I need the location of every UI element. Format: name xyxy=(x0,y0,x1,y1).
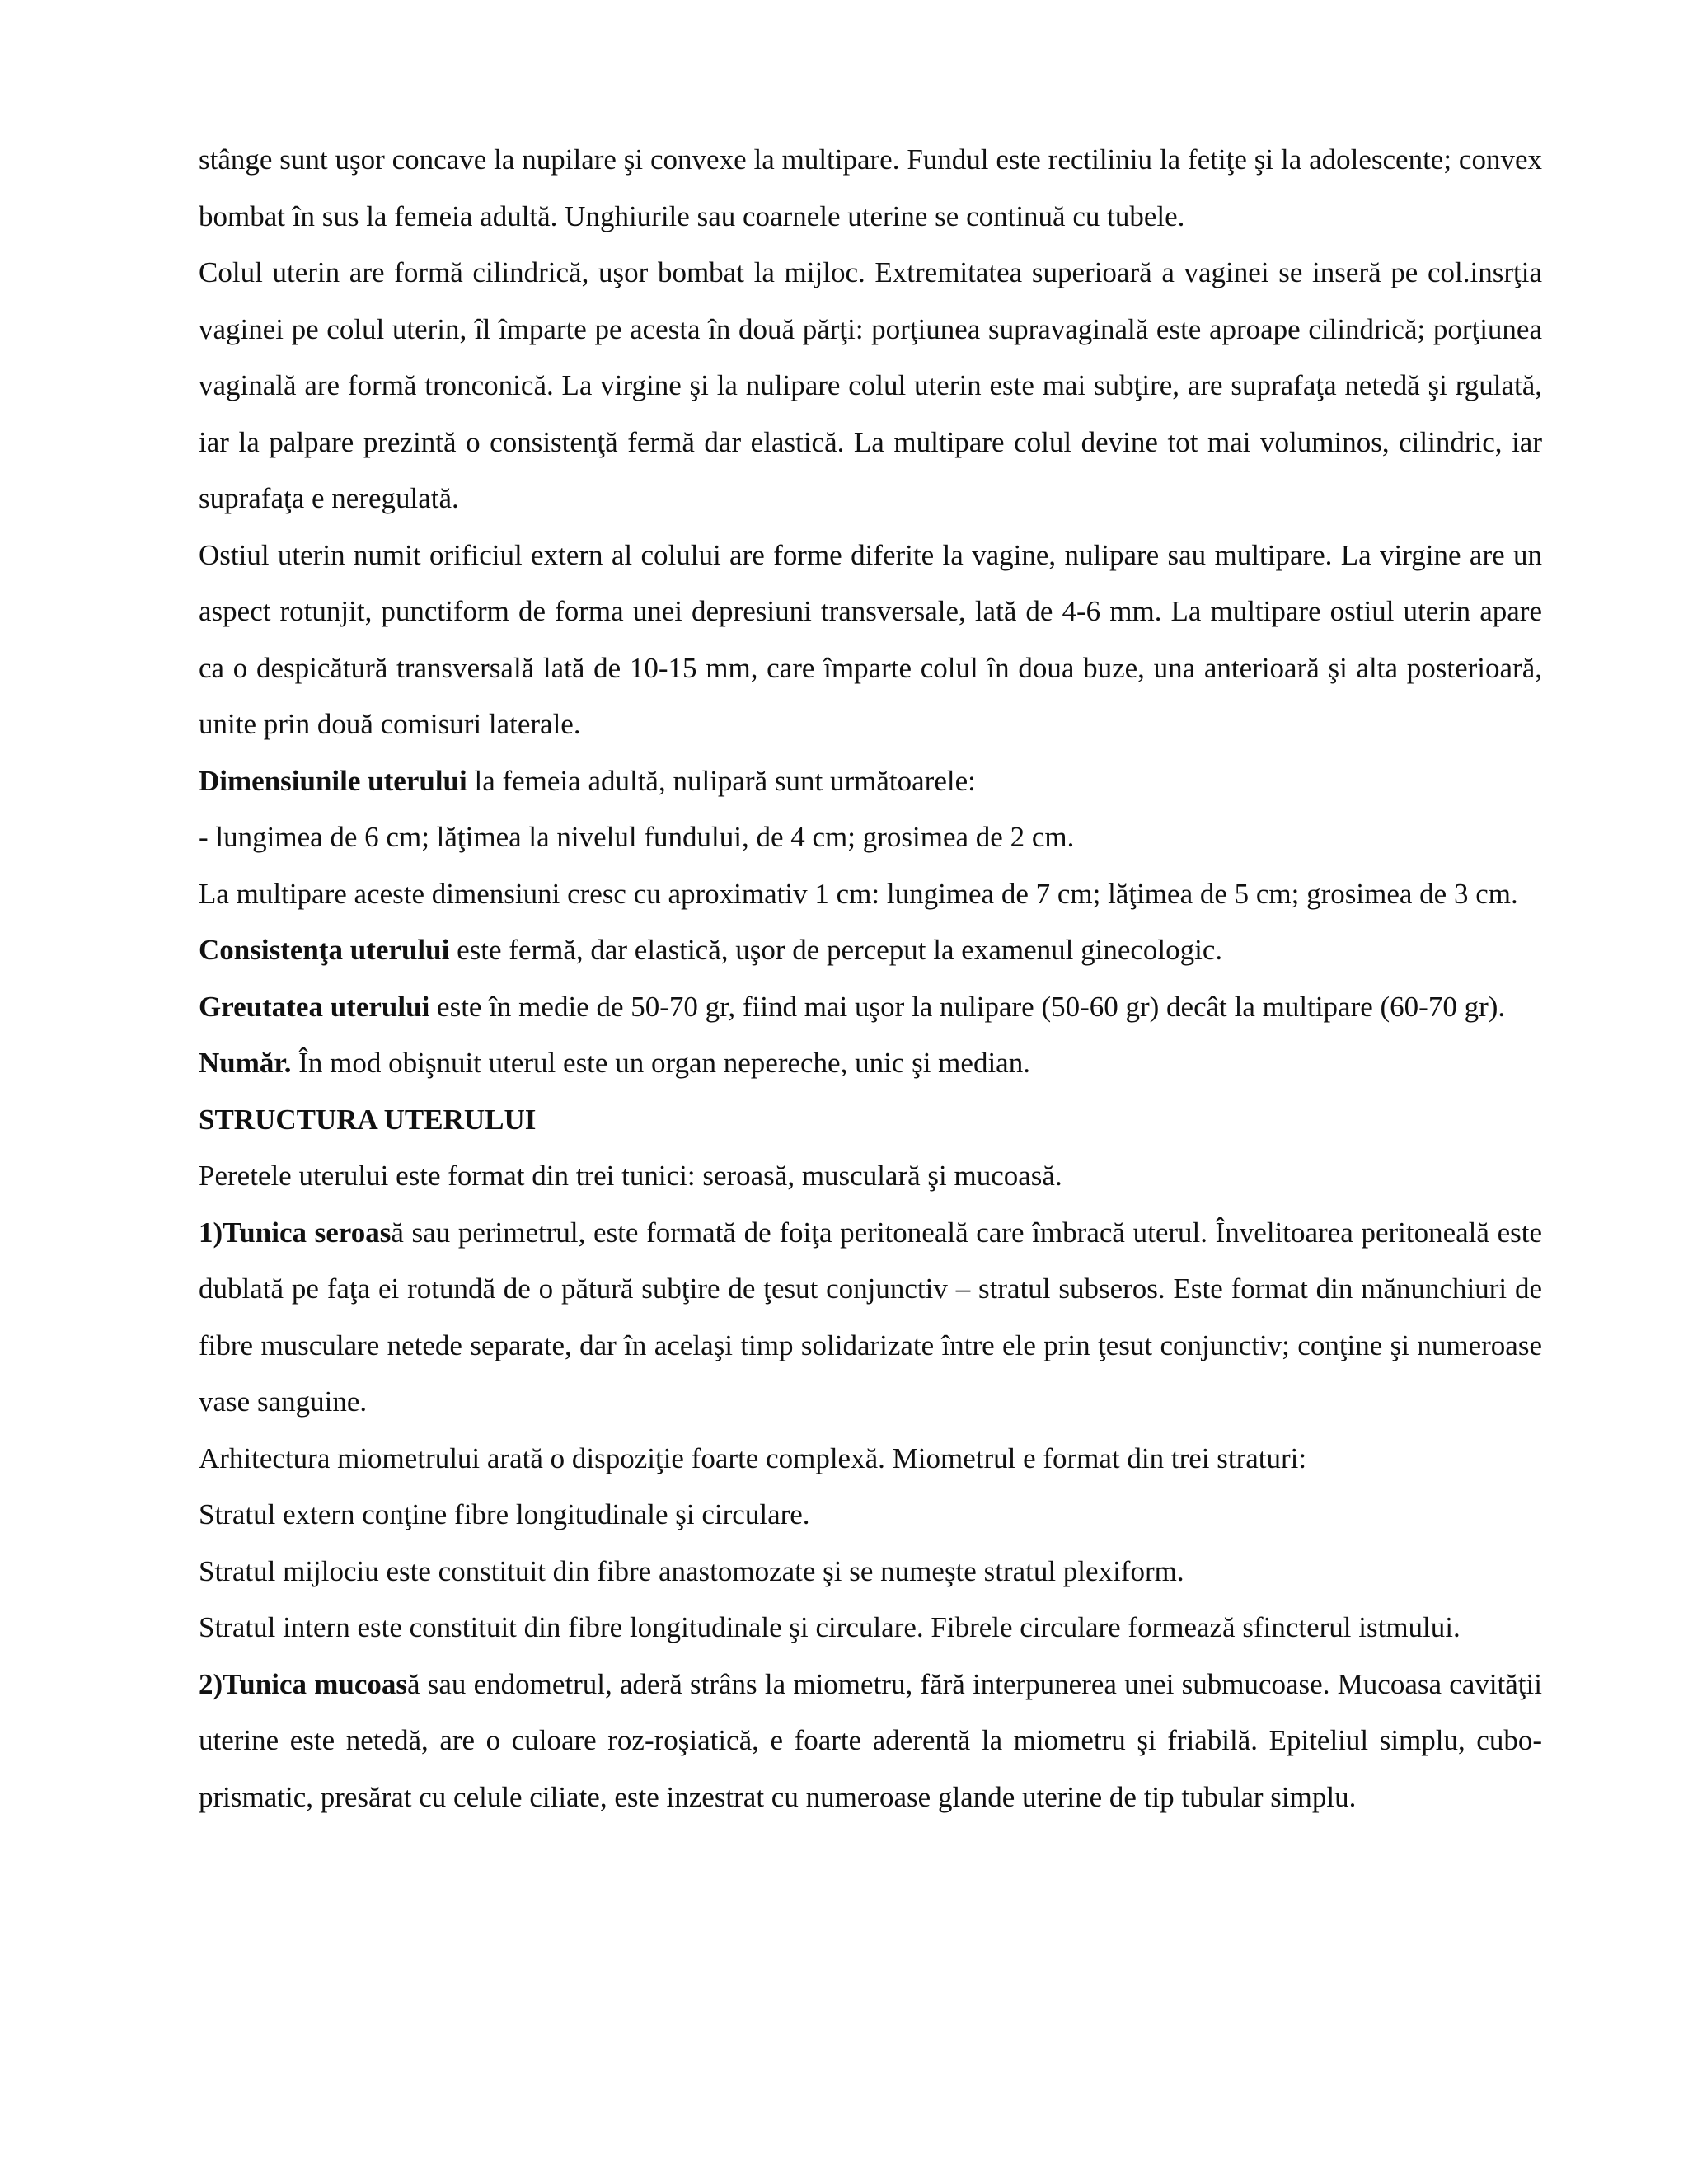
greutatea-heading: Greutatea uterului xyxy=(199,990,430,1023)
numar-text: În mod obişnuit uterul este un organ nepereche, unic şi median. xyxy=(291,1047,1030,1079)
tunica-mucoasa-text: ă sau endometrul, aderă strâns la miometru, fără interpunerea unei submucoase. Mucoasa cavităţii uterine este netedă, are o culoare roz-roşiatică, e foarte aderentă la miometru şi friabilă. Epiteliul simplu, cubo-prismatic, presărat cu celule ciliate, este inzestrat cu numeroase glande uterine de tip tubular simplu. xyxy=(199,1667,1542,1813)
paragraph-greutatea xyxy=(199,979,1542,1036)
paragraph-uterus-shape: stânge sunt uşor concave la nupilare şi convexe la multipare. Fundul este rectiliniu la fetiţe şi la adolescente; convex bombat în sus la femeia adultă. Unghiurile sau coarnele uterine se continuă cu tubele. xyxy=(199,143,1542,232)
paragraph-ostiul-uterin: Ostiul uterin numit orificiul extern al colului are forme diferite la vagine, nulipare sau multipare. La virgine are un aspect rotunjit, punctiform de forma unei depresiuni transversale, lată de 4-6 mm. La multipare ostiul uterin apare ca o despicătură transversală lată de 10-15 mm, care împarte colul în doua buze, una anterioară şi alta posterioară, unite prin două comisuri laterale. xyxy=(199,538,1542,740)
greutatea-text: este în medie de 50-70 gr, fiind mai uşor la nulipare (50-60 gr) decât la multipare (60-70 gr). xyxy=(429,990,1506,1023)
paragraph-strat-intern: Stratul intern este constituit din fibre longitudinale şi circulare. Fibrele circulare formează sfincterul istmului. xyxy=(199,1611,1461,1643)
dimensiunile-heading: Dimensiunile uterului xyxy=(199,764,467,797)
paragraph-dimensiuni-list: - lungimea de 6 cm; lăţimea la nivelul fundului, de 4 cm; grosimea de 2 cm. xyxy=(199,821,1075,853)
section-heading-structura: STRUCTURA UTERULUI xyxy=(199,1103,537,1136)
paragraph-strat-mijlociu: Stratul mijlociu este constituit din fibre anastomozate şi se numeşte stratul plexiform. xyxy=(199,1554,1184,1587)
tunica-seroasa-heading: 1)Tunica seroas xyxy=(199,1216,392,1249)
consistenta-text: este fermă, dar elastică, uşor de perceput la examenul ginecologic. xyxy=(449,934,1223,966)
consistenta-heading: Consistenţa uterului xyxy=(199,934,450,966)
paragraph-numar xyxy=(199,1035,1542,1092)
paragraph-tunica-seroasa xyxy=(199,1205,1542,1431)
paragraph-tunica-mucoasa xyxy=(199,1657,1542,1826)
document-page xyxy=(199,132,1542,1825)
tunica-mucoasa-heading: 2)Tunica mucoas xyxy=(199,1667,407,1700)
tunica-seroasa-text: ă sau perimetrul, este formată de foiţa peritoneală care îmbracă uterul. Învelitoarea peritoneală este dublată pe faţa ei rotundă de o pătură subţire de ţesut conjunctiv – stratul subseros. Este format din mănunchiuri de fibre musculare netede separate, dar în acelaşi timp solidarizate între ele prin ţesut conjunctiv; conţine şi numeroase vase sanguine. xyxy=(199,1216,1542,1418)
dimensiunile-text: la femeia adultă, nulipară sunt următoarele: xyxy=(467,764,976,797)
paragraph-colul-uterin: Colul uterin are formă cilindrică, uşor bombat la mijloc. Extremitatea superioară a vaginei se inseră pe col.insrţia vaginei pe colul uterin, îl împarte pe acesta în două părţi: porţiunea supravaginală este aproape cilindrică; porţiunea vaginală are formă tronconică. La virgine şi la nulipare colul uterin este mai subţire, are suprafaţa netedă şi rgulată, iar la palpare prezintă o consistenţă fermă dar elastică. La multipare colul devine tot mai voluminos, cilindric, iar suprafaţa e neregulată. xyxy=(199,256,1542,514)
paragraph-dimensiunile xyxy=(199,753,1542,810)
paragraph-peretele: Peretele uterului este format din trei tunici: seroasă, musculară şi mucoasă. xyxy=(199,1160,1062,1192)
paragraph-arhitectura: Arhitectura miometrului arată o dispoziţie foarte complexă. Miometrul e format din trei straturi: xyxy=(199,1441,1307,1474)
numar-heading: Număr. xyxy=(199,1047,292,1079)
paragraph-multipare: La multipare aceste dimensiuni cresc cu aproximativ 1 cm: lungimea de 7 cm; lăţimea de 5 cm; grosimea de 3 cm. xyxy=(199,877,1518,910)
paragraph-strat-extern: Stratul extern conţine fibre longitudinale şi circulare. xyxy=(199,1498,810,1530)
paragraph-consistenta xyxy=(199,922,1542,979)
